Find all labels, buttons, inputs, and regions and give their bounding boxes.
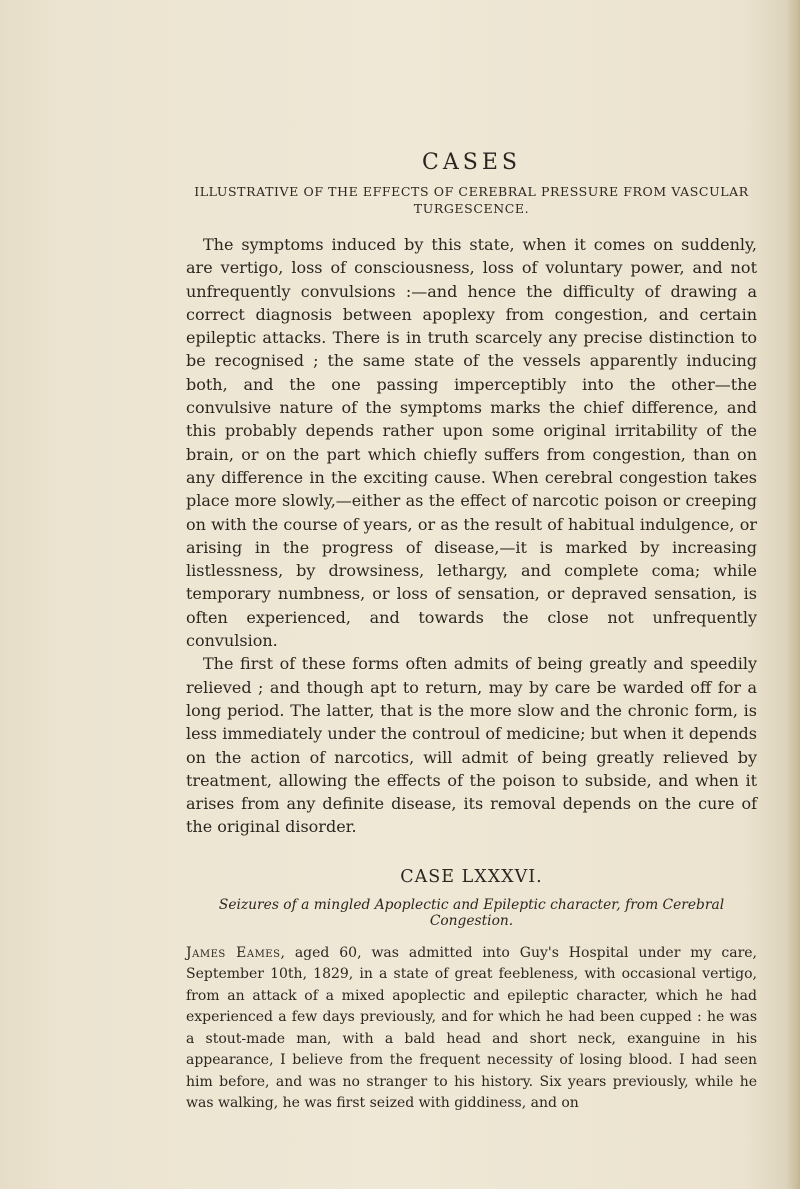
body-paragraph-2: The first of these forms often admits of being greatly and speedily relieved ; and though apt to return, may by care be warded off for a long period. The latter, that is the more slow and the chronic form, is less immediately under the controul of medicine; but when it depends on the action of narcotics, will admit of being greatly relieved by treatment, allowing the effects of the poison to subside, and when it arises from any definite disease, its removal depends on the cure of the original disorder. [186, 654, 757, 837]
case-subtitle: Seizures of a mingled Apoplectic and Epileptic character, from Cerebral Congestion. [218, 896, 725, 929]
page-edge [786, 0, 800, 1189]
case-text: , aged 60, was admitted into Guy's Hospital under my care, September 10th, 1829, in a state of great feebleness, with occasional vertigo, from an attack of a mixed apoplectic and epileptic character, which he had experienced a few days previously, and for which he had been cupped : he was a stout-made man, with a bald head and short neck, exanguine in his appearance, I believe from the frequent necessity of losing blood. I had seen him before, and was no stranger to his history. Six years previously, while he was walking, he was first seized with giddiness, and on [186, 944, 757, 1112]
body-paragraph-1: The symptoms induced by this state, when it comes on suddenly, are vertigo, loss of consciousness, loss of voluntary power, and not unfrequently convulsions :—and hence the difficulty of drawing a correct diagnosis between apoplexy from congestion, and certain epileptic attacks. There is in truth scarcely any precise distinction to be recognised ; the same state of the vessels apparently inducing both, and the one passing imperceptibly into the other—the convulsive nature of the symptoms marks the chief difference, and this probably depends rather upon some original irritability of the brain, or on the part which chiefly suffers from congestion, than on any difference in the exciting cause. When cerebral congestion takes place more slowly,—either as the effect of narcotic poison or creeping on with the course of years, or as the result of habitual indulgence, or arising in the progress of disease,—it is marked by increasing listlessness, by drowsiness, lethargy, and complete coma; while temporary numbness, or loss of sensation, or depraved sensation, is often experienced, and towards the close not unfrequently convulsion. [186, 235, 757, 651]
case-paragraph [186, 943, 757, 1115]
case-heading: CASE LXXXVI. [400, 866, 543, 887]
section-title: CASES [422, 150, 521, 175]
patient-name: James Eames [186, 944, 281, 961]
section-subtitle: ILLUSTRATIVE OF THE EFFECTS OF CEREBRAL PRESSURE FROM VASCULAR TURGESCENCE. [194, 184, 749, 216]
page-content [186, 150, 757, 1115]
